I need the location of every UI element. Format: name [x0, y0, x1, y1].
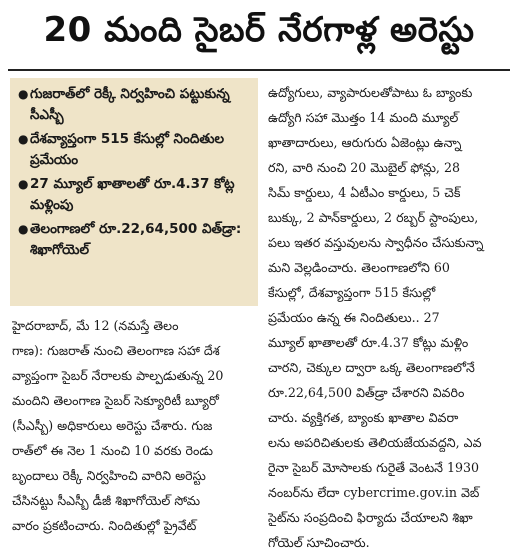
- highlight-item: [18, 129, 250, 171]
- article-line: కేసుల్లో, దేశవ్యాప్తంగా 515 కేసుల్లో: [268, 285, 436, 300]
- highlight-item: [18, 219, 250, 261]
- article-line: గోయెల్ సూచించారు.: [268, 535, 370, 550]
- headline: 20 మంది సైబర్ నేరగాళ్ల అరెస్టు: [43, 10, 475, 50]
- article-line: బుక్కు, 2 పాన్‌కార్డులు, 2 రబ్బర్ స్టాంపులు,: [268, 210, 479, 225]
- highlight-text: 27 మ్యూల్ ఖాతాలతో రూ.4.37 కోట్ల మళ్లింపు: [30, 176, 235, 213]
- bullet-icon: ●: [18, 222, 29, 236]
- article-line: నంబర్‌ను లేదా cybercrime.gov.in వెబ్: [268, 485, 480, 500]
- article-line: రని, వారి నుంచి 20 మొబైల్ ఫోన్లు, 28: [268, 160, 460, 175]
- article-line: సిమ్ కార్డులు, 4 ఏటీఎం కార్డులు, 5 చెక్: [268, 185, 461, 200]
- highlight-item: [18, 174, 250, 216]
- article-line: చారు. వ్యక్తిగత, బ్యాంకు ఖాతాల వివరా: [268, 410, 459, 425]
- highlights-box: [10, 78, 258, 306]
- article-line: బృందాలు రెక్కీ నిర్వహించి వారిని అరెస్టు: [12, 468, 206, 483]
- bullet-icon: ●: [18, 177, 29, 191]
- article-line: వారం ప్రకటించారు. నిందితుల్లో ప్రైవేట్: [12, 518, 197, 533]
- headline-divider: [8, 69, 510, 71]
- article-left-column: [12, 313, 256, 538]
- article-line: వ్యాప్తంగా సైబర్ నేరాలకు పాల్పడుతున్న 20: [12, 368, 224, 383]
- article-line: రైనా సైబర్ మోసాలకు గురైతే వెంటనే 1930: [268, 460, 480, 475]
- highlight-text: తెలంగాణలో రూ.22,64,500 విత్‌డ్రా: శిఖాగోయెల్: [30, 221, 242, 258]
- bullet-icon: ●: [18, 87, 29, 101]
- article-line: ఉద్యోగులు, వ్యాపారులతోపాటు ఓ బ్యాంకు: [268, 85, 473, 100]
- article-line: ఖాతాదారులు, ఆరుగురు ఏజెంట్లు ఉన్నా: [268, 135, 462, 150]
- article-line: హైదరాబాద్, మే 12 (నమస్తే తెలం: [12, 318, 179, 333]
- article-line: చారని, చెక్కుల ద్వారా ఒక్క తెలంగాణలోనే: [268, 360, 475, 375]
- article-line: ప్రమేయం ఉన్న ఈ నిందితులు.. 27: [268, 310, 440, 325]
- article-line: చేసినట్టు సీఎస్బీ డీజీ శిఖాగోయెల్ సోమ: [12, 493, 201, 508]
- article-line: పలు ఇతర వస్తువులను స్వాధీనం చేసుకున్నా: [268, 235, 484, 250]
- article-line: రాత్‌లో ఈ నెల 1 నుంచి 10 వరకు రెండు: [12, 443, 214, 458]
- article-line: లను అపరిచితులకు తెలియజేయవద్దని, ఎవ: [268, 435, 482, 450]
- article-line: గాణ): గుజరాత్ నుంచి తెలంగాణ సహా దేశ: [12, 343, 220, 358]
- article-line: సైట్‌ను సంప్రదించి ఫిర్యాదు చేయాలని శిఖా: [268, 510, 473, 525]
- article-line: ఉద్యోగి సహా మొత్తం 14 మంది మ్యూల్: [268, 110, 459, 125]
- bullet-icon: ●: [18, 132, 29, 146]
- article-line: మని వెల్లడించారు. తెలంగాణలోని 60: [268, 260, 450, 275]
- highlight-item: [18, 84, 250, 126]
- article-line: రూ.22,64,500 విత్‌డ్రా చేశారని వివరిం: [268, 385, 465, 400]
- highlight-text: గుజరాత్‌లో రెక్కీ నిర్వహించి పట్టుకున్న సీఎస్బీ: [30, 86, 230, 123]
- article-line: మ్యూల్ ఖాతాలతో రూ.4.37 కోట్లు మళ్లిం: [268, 335, 469, 350]
- article-line: (సీఎస్బీ) అధికారులు అరెస్టు చేశారు. గుజ: [12, 418, 213, 433]
- highlight-text: దేశవ్యాప్తంగా 515 కేసుల్లో నిందితుల ప్రమేయం: [30, 131, 225, 168]
- article-line: మందిని తెలంగాణ సైబర్ సెక్యూరిటీ బ్యూరో: [12, 393, 219, 408]
- article-right-column: [268, 80, 508, 555]
